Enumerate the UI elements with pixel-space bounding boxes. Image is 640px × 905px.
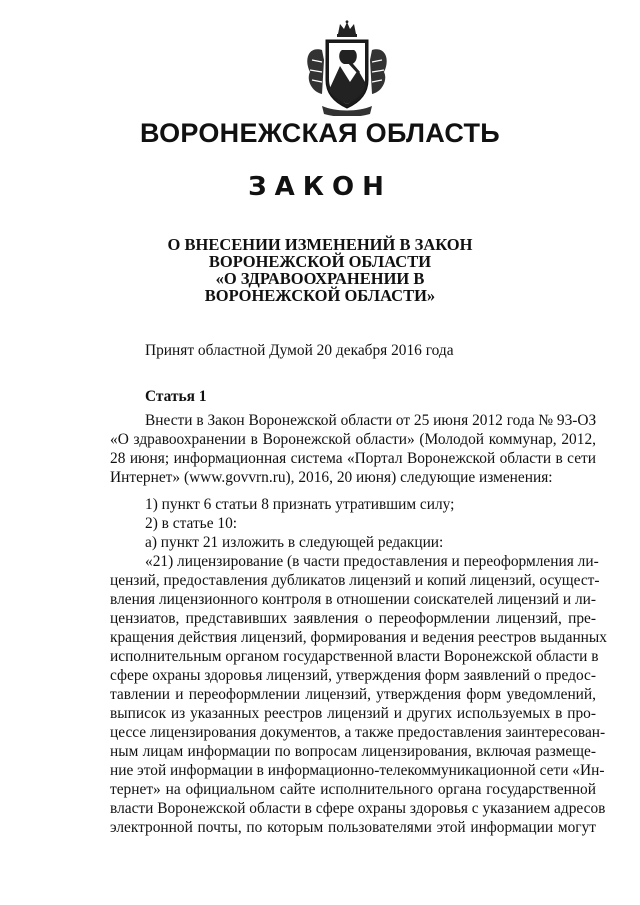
text-line: 2) в статье 10: bbox=[145, 515, 238, 532]
text-line: Внести в Закон Воронежской области от 25 июня 2012 года № 93-ОЗ bbox=[145, 412, 597, 429]
adoption-date: Принят областной Думой 20 декабря 2016 года bbox=[145, 342, 454, 359]
law-title-line: ВОРОНЕЖСКОЙ ОБЛАСТИ» bbox=[204, 286, 436, 305]
text-line: ным лицам информации по вопросам лицензирования, включая размеще- bbox=[110, 743, 596, 760]
document-type: ЗАКОН bbox=[248, 172, 392, 202]
article-intro bbox=[110, 411, 596, 487]
text-line: вления лицензионного контроля в отношении соискателей лицензий и ли- bbox=[110, 591, 596, 608]
text-line: 1) пункт 6 статьи 8 признать утратившим силу; bbox=[145, 496, 455, 513]
text-line: тавлении и переоформлении лицензий, утверждения форм уведомлений, bbox=[110, 686, 596, 703]
text-line: исполнительным органом государственной власти Воронежской области в bbox=[110, 648, 599, 665]
text-line: цензиатов, представивших заявления о переоформлении лицензий, пре- bbox=[110, 610, 596, 627]
region-name: ВОРОНЕЖСКАЯ ОБЛАСТЬ bbox=[139, 118, 501, 148]
law-title-line: ВОРОНЕЖСКОЙ ОБЛАСТИ bbox=[208, 252, 432, 271]
text-line: «О здравоохранении в Воронежской области» (Молодой коммунар, 2012, bbox=[110, 431, 596, 448]
text-line: кращения действия лицензий, формирования и ведения реестров выданных bbox=[110, 629, 607, 646]
text-line: а) пункт 21 изложить в следующей редакции: bbox=[145, 534, 444, 551]
law-title-line: «О ЗДРАВООХРАНЕНИИ В bbox=[215, 269, 425, 288]
text-line: выписок из указанных реестров лицензий и других используемых в про- bbox=[110, 705, 596, 722]
law-title bbox=[120, 236, 520, 304]
text-line: тернет» на официальном сайте исполнительного органа государственной bbox=[110, 781, 596, 798]
article-body bbox=[110, 495, 607, 837]
text-line: «21) лицензирование (в части предоставления и переоформления ли- bbox=[145, 553, 599, 570]
coat-of-arms-emblem bbox=[302, 20, 392, 116]
text-line: цензий, предоставления дубликатов лицензий и копий лицензий, осущест- bbox=[110, 572, 600, 589]
text-line: цессе лицензирования документов, а также предоставления заинтересован- bbox=[110, 724, 606, 741]
text-line: Интернет» (www.govvrn.ru), 2016, 20 июня) следующие изменения: bbox=[110, 469, 553, 486]
text-line: власти Воронежской области в сфере охраны здоровья с указанием адресов bbox=[110, 800, 606, 817]
article-heading: Статья 1 bbox=[145, 388, 207, 405]
law-title-line: О ВНЕСЕНИИ ИЗМЕНЕНИЙ В ЗАКОН bbox=[167, 235, 473, 254]
text-line: ние этой информации в информационно-телекоммуникационной сети «Ин- bbox=[110, 762, 605, 779]
text-line: электронной почты, по которым пользователями этой информации могут bbox=[110, 819, 596, 836]
text-line: 28 июня; информационная система «Портал Воронежской области в сети bbox=[110, 450, 596, 467]
text-line: сфере охраны здоровья лицензий, утверждения форм заявлений о предос- bbox=[110, 667, 596, 684]
